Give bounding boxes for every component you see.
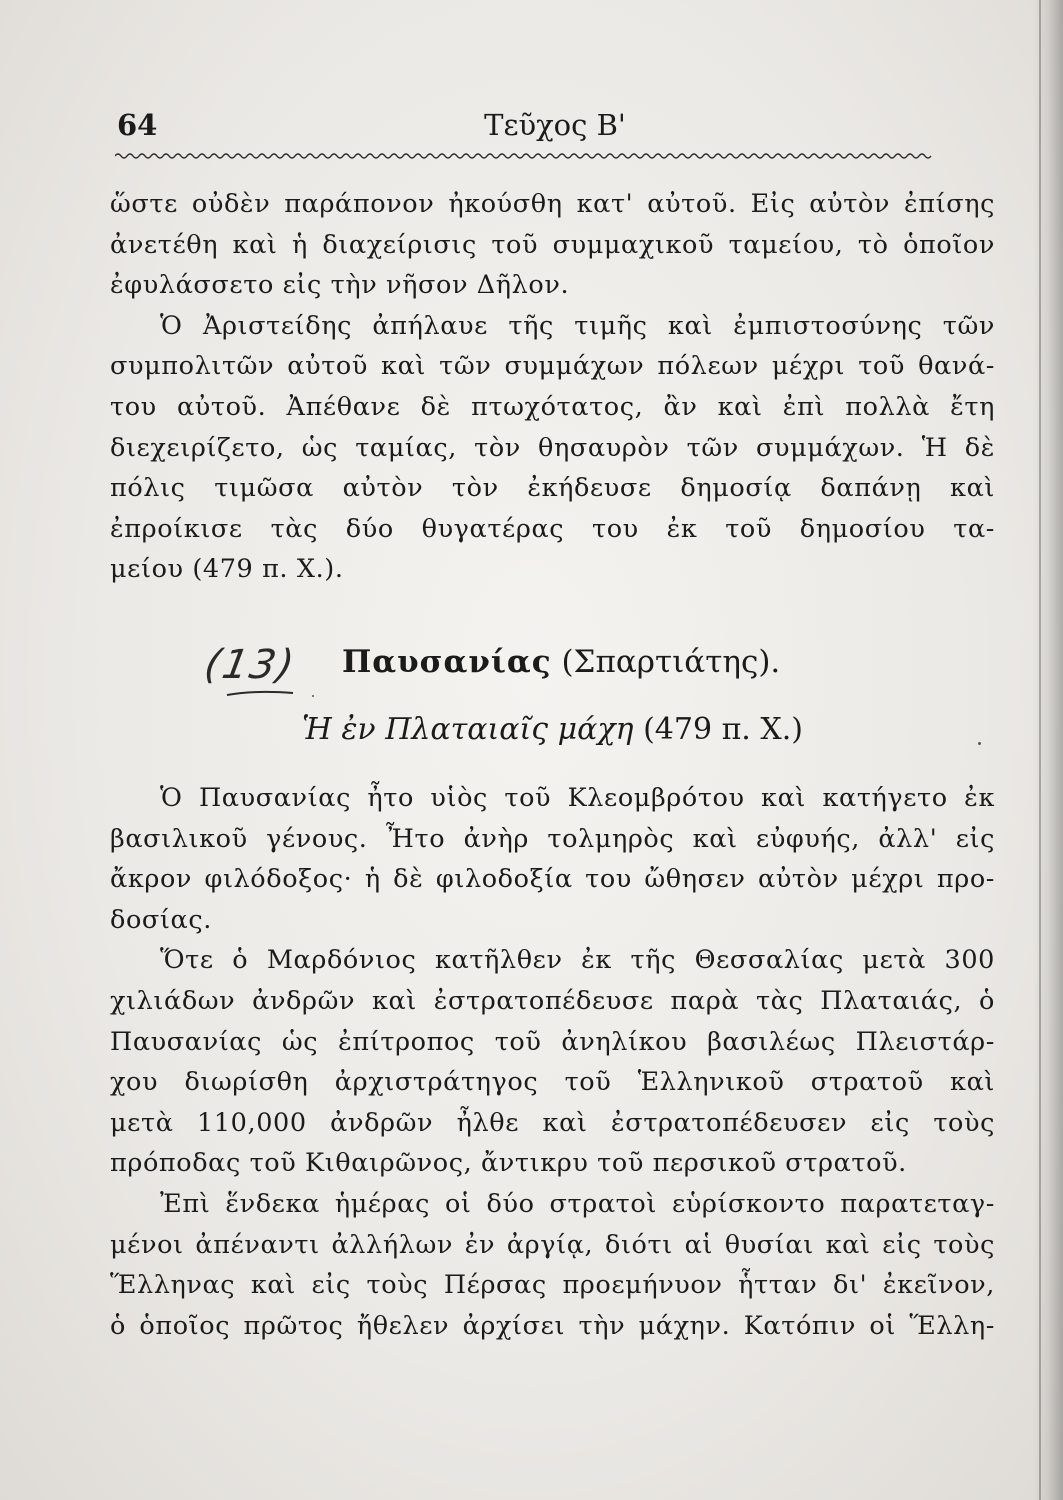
text-line: χιλιάδων ἀνδρῶν καὶ ἐστρατοπέδευσε παρὰ τὰς Πλαταιάς, ὁ <box>110 985 995 1016</box>
page-header <box>115 108 995 148</box>
paragraph-4 <box>110 940 995 1184</box>
header-wavy-rule <box>115 150 995 162</box>
text-line: ἀνετέθη καὶ ἡ διαχείρισις τοῦ συμμαχικοῦ ταμείου, τὸ ὁποῖον <box>110 229 995 260</box>
section-subtitle <box>110 712 995 747</box>
text-line: πόλις τιμῶσα αὐτὸν τὸν ἐκήδευσε δημοσίᾳ δαπάνῃ καὶ <box>110 473 995 504</box>
text-line: ἐπροίκισε τὰς δύο θυγατέρας του ἐκ τοῦ δημοσίου τα- <box>110 513 995 544</box>
text-line: μετὰ 110,000 ἀνδρῶν ἦλθε καὶ ἐστρατοπέδευσεν εἰς τοὺς <box>110 1107 995 1138</box>
continued-text-block <box>110 184 995 590</box>
text-line: ὁ ὁποῖος πρῶτος ἤθελεν ἀρχίσει τὴν μάχην. Κατόπιν οἱ Ἕλλη- <box>110 1310 995 1341</box>
handwritten-underline <box>225 688 295 698</box>
text-line: ὥστε οὐδὲν παράπονον ἠκούσθη κατ' αὐτοῦ. Εἰς αὐτὸν ἐπίσης <box>110 189 995 219</box>
subtitle-date: (479 π. Χ.) <box>633 712 803 747</box>
text-line: μένοι ἀπέναντι ἀλλήλων ἐν ἀργίᾳ, διότι αἱ θυσίαι καὶ εἰς τοὺς <box>110 1229 995 1260</box>
paragraph-3 <box>110 778 995 940</box>
text-line: Ὁ Ἀριστείδης ἀπήλαυε τῆς τιμῆς καὶ ἐμπιστοσύνης τῶν <box>160 310 995 341</box>
subtitle-battle: Ἡ ἐν Πλαταιαῖς μάχη <box>302 712 634 747</box>
section-heading <box>110 640 995 696</box>
text-line: μείου (479 π. Χ.). <box>110 554 344 585</box>
page-edge-shadow <box>1033 0 1063 1500</box>
paper-speck <box>312 695 314 697</box>
text-line: συμπολιτῶν αὐτοῦ καὶ τῶν συμμάχων πόλεων μέχρι τοῦ θανά- <box>110 351 995 382</box>
page-edge-line <box>1039 0 1041 1500</box>
text-line: του αὐτοῦ. Ἀπέθανε δὲ πτωχότατος, ἂν καὶ ἐπὶ πολλὰ ἔτη <box>110 391 995 422</box>
text-line: πρόποδας τοῦ Κιθαιρῶνος, ἄντικρυ τοῦ περσικοῦ στρατοῦ. <box>110 1148 907 1179</box>
text-line: Παυσανίας ὡς ἐπίτροπος τοῦ ἀνηλίκου βασιλέως Πλειστάρ- <box>110 1026 995 1057</box>
section-body <box>110 778 995 1346</box>
text-line: χου διωρίσθη ἀρχιστράτηγος τοῦ Ἑλληνικοῦ στρατοῦ καὶ <box>110 1067 995 1098</box>
text-line: Ὅτε ὁ Μαρδόνιος κατῆλθεν ἐκ τῆς Θεσσαλίας μετὰ 300 <box>160 945 995 976</box>
text-line: βασιλικοῦ γένους. Ἦτο ἀνὴρ τολμηρὸς καὶ εὐφυής, ἀλλ' εἰς <box>110 823 995 854</box>
paragraph-2 <box>110 306 995 590</box>
running-title: Τεῦχος Β' <box>484 108 626 142</box>
text-line: ἄκρον φιλόδοξος· ἡ δὲ φιλοδοξία του ὤθησεν αὐτὸν μέχρι προ- <box>110 864 995 895</box>
text-line: Ἐπὶ ἕνδεκα ἡμέρας οἱ δύο στρατοὶ εὑρίσκοντο παρατεταγ- <box>160 1188 995 1219</box>
text-line: Ὁ Παυσανίας ἦτο υἱὸς τοῦ Κλεομβρότου καὶ κατήγετο ἐκ <box>160 783 995 813</box>
paper-speck <box>978 742 981 745</box>
text-line: Ἕλληνας καὶ εἰς τοὺς Πέρσας προεμήνυον ἧτταν δι' ἐκεῖνον, <box>110 1270 995 1301</box>
text-line: διεχειρίζετο, ὡς ταμίας, τὸν θησαυρὸν τῶν συμμάχων. Ἡ δὲ <box>110 432 995 463</box>
paragraph-5 <box>110 1184 995 1346</box>
text-line: ἐφυλάσσετο εἰς τὴν νῆσον Δῆλον. <box>110 270 570 301</box>
text-line: δοσίας. <box>110 904 212 935</box>
section-title-name: Παυσανίας <box>342 644 552 680</box>
section-title-origin: (Σπαρτιάτης). <box>551 644 781 680</box>
paragraph-1 <box>110 184 995 306</box>
page-number: 64 <box>117 108 158 142</box>
section-title <box>342 644 780 680</box>
handwritten-annotation: (13) <box>200 642 300 688</box>
